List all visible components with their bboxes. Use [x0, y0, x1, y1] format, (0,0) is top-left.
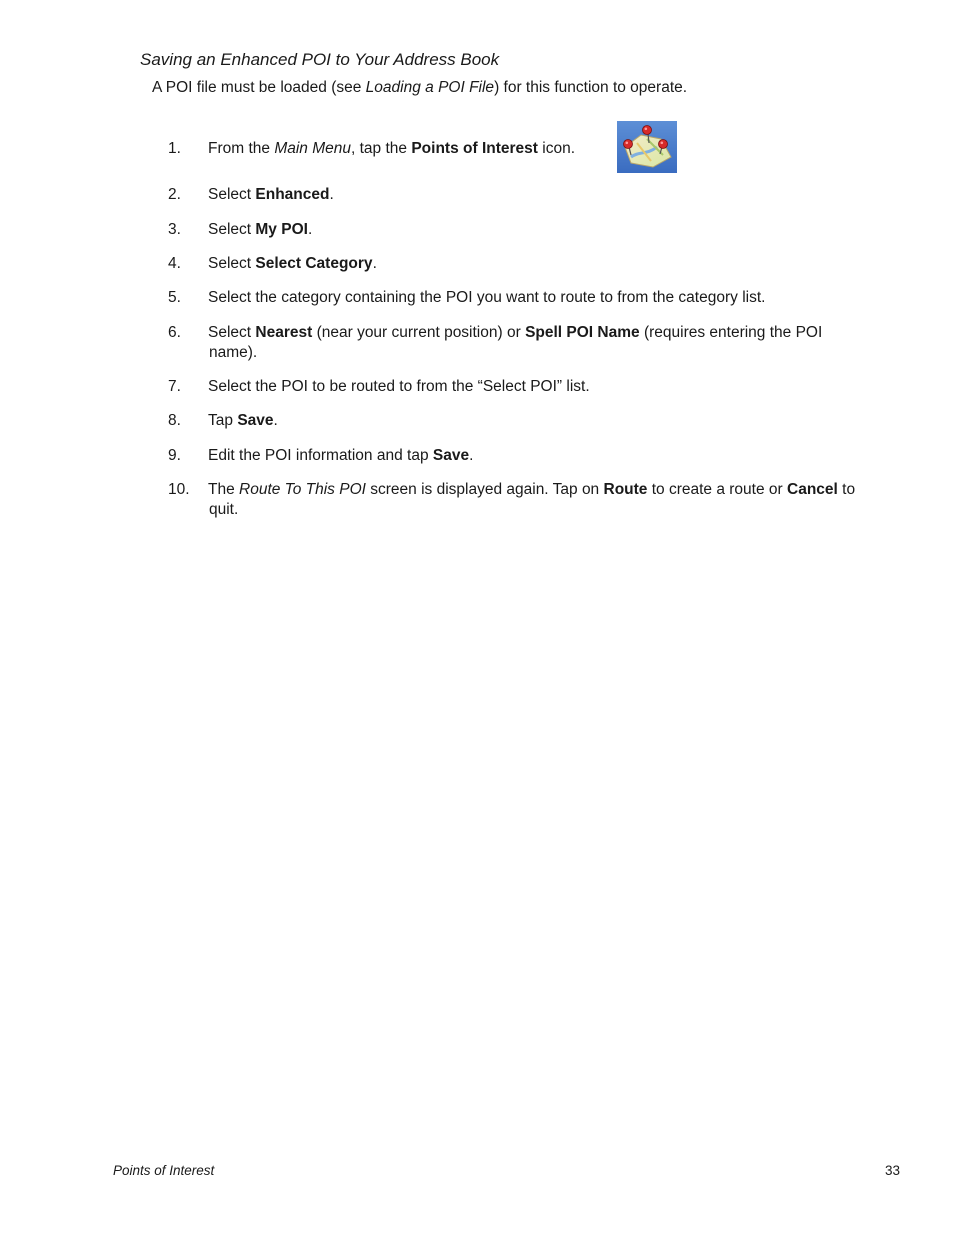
points-of-interest-icon: [617, 121, 677, 173]
step-text: [208, 323, 898, 363]
main-menu-ref: Main Menu: [274, 140, 352, 157]
my-poi-ref: My POI: [255, 221, 308, 238]
step-number: 6.: [168, 324, 181, 341]
step-text: [208, 139, 898, 159]
step-2: [168, 185, 898, 205]
step-number: 1.: [168, 140, 181, 157]
step-text-part: (requires entering the POI: [639, 324, 823, 341]
step-text-part: icon.: [537, 140, 576, 157]
step-number: 2.: [168, 186, 181, 203]
step-text-part: name).: [209, 344, 258, 361]
step-7: [168, 377, 898, 397]
save-ref: Save: [432, 447, 470, 464]
step-text-part: Edit the POI information and tap: [208, 447, 433, 464]
intro-text-before: A POI file must be loaded (see: [152, 79, 366, 96]
intro-reference: Loading a POI File: [365, 79, 495, 96]
step-number: 3.: [168, 221, 181, 238]
step-3: [168, 220, 898, 240]
step-text-part: Select: [208, 221, 256, 238]
step-8: [168, 411, 898, 431]
step-number: 5.: [168, 289, 181, 306]
step-text-part: .: [372, 255, 377, 272]
select-category-ref: Select Category: [255, 255, 373, 272]
save-ref: Save: [237, 412, 274, 429]
footer-chapter-title: Points of Interest: [113, 1163, 215, 1178]
step-text-part: .: [469, 447, 474, 464]
step-number: 4.: [168, 255, 181, 272]
intro-paragraph: [152, 79, 687, 97]
step-text-part: Select the POI to be routed to from the “Select POI” list.: [208, 378, 590, 395]
points-of-interest-ref: Points of Interest: [411, 140, 538, 157]
step-number: 8.: [168, 412, 181, 429]
step-text-part: to: [837, 481, 856, 498]
route-ref: Route: [603, 481, 648, 498]
step-text-part: From the: [208, 140, 275, 157]
step-text-part: (near your current position) or: [312, 324, 526, 341]
nearest-ref: Nearest: [255, 324, 313, 341]
step-text-part: .: [273, 412, 278, 429]
step-text: [208, 446, 898, 466]
step-1: [168, 139, 898, 159]
step-number: 10.: [168, 481, 190, 498]
step-number: 9.: [168, 447, 181, 464]
step-text-part: The: [208, 481, 240, 498]
step-text: [208, 254, 898, 274]
step-text-part: .: [307, 221, 313, 238]
step-text-part: , tap the: [351, 140, 412, 157]
cancel-ref: Cancel: [787, 481, 838, 498]
step-text-part: Select: [208, 324, 256, 341]
step-text: [208, 411, 898, 431]
step-6: [168, 323, 898, 363]
step-text-part: Select: [208, 186, 256, 203]
step-10: [168, 480, 898, 520]
step-text: [208, 377, 898, 397]
step-text: [208, 480, 898, 520]
route-to-this-poi-ref: Route To This POI: [239, 481, 366, 498]
section-title: Saving an Enhanced POI to Your Address Book: [140, 50, 500, 69]
spell-poi-name-ref: Spell POI Name: [525, 324, 640, 341]
step-text: [208, 288, 898, 308]
footer-page-number: 33: [884, 1163, 900, 1178]
step-text: [208, 185, 898, 205]
step-text-part: Select: [208, 255, 256, 272]
step-5: [168, 288, 898, 308]
intro-text-after: ) for this function to operate.: [494, 79, 688, 96]
step-text-part: screen is displayed again. Tap on: [365, 481, 604, 498]
enhanced-ref: Enhanced: [255, 186, 330, 203]
step-text-part: quit.: [209, 501, 239, 518]
step-4: [168, 254, 898, 274]
step-number: 7.: [168, 378, 181, 395]
step-text-part: to create a route or: [647, 481, 787, 498]
step-text-part: Tap: [208, 412, 238, 429]
step-9: [168, 446, 898, 466]
step-text-part: Select the category containing the POI you want to route to from the category list.: [208, 289, 766, 306]
step-text-part: .: [329, 186, 334, 203]
step-text: [208, 220, 898, 240]
